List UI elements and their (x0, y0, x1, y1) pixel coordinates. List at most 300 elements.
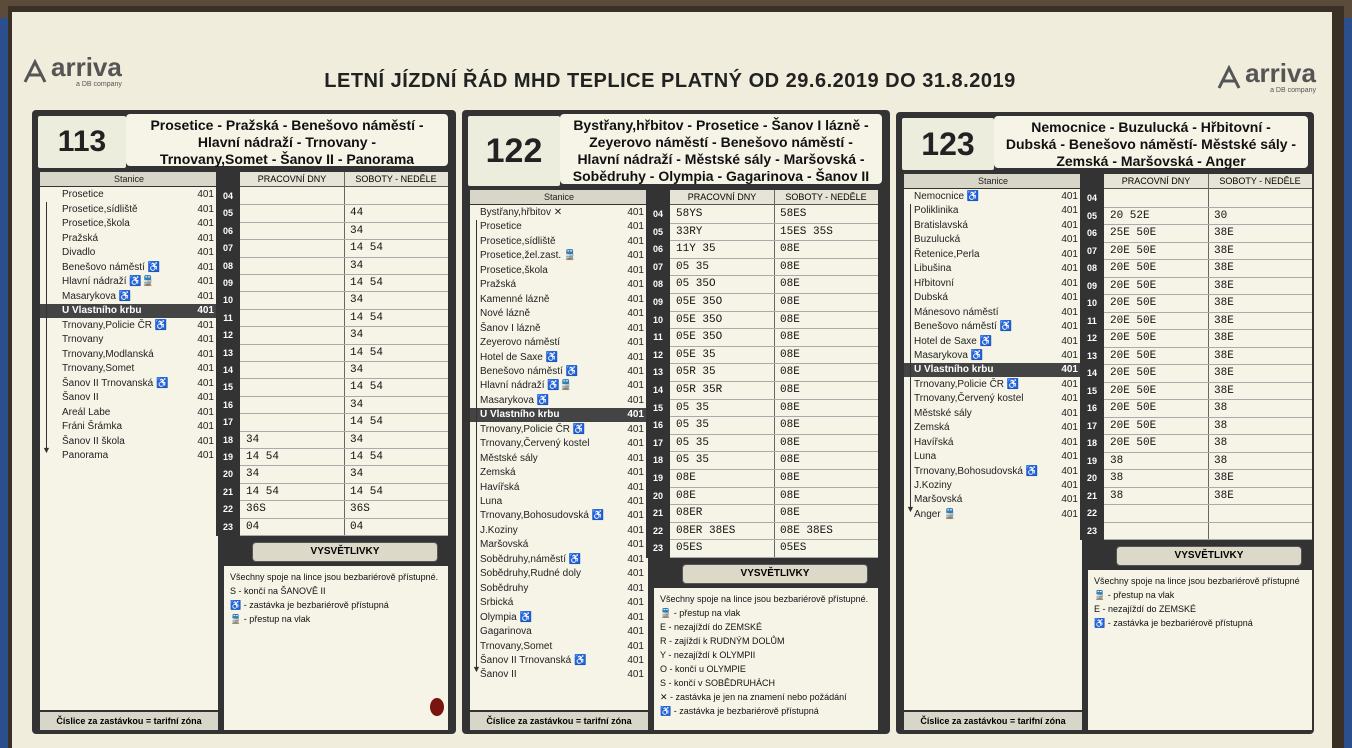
workday-cell: 20E 50E (1104, 313, 1208, 331)
workday-cell: 25E 50E (1104, 225, 1208, 243)
route-name-line: Trnovany,Somet - Šanov II - Panorama (159, 151, 415, 167)
weekend-cell: 38 (1208, 418, 1312, 436)
workday-cell: 05R 35 (670, 364, 774, 382)
arriva-logo-right (1216, 58, 1316, 94)
station-row (904, 291, 1082, 305)
station-name: Srbická (480, 597, 514, 609)
hour-label: 19 (222, 452, 233, 462)
hour-label: 21 (222, 486, 233, 497)
station-row (40, 420, 218, 434)
station-name: U Vlastního krbu (62, 305, 142, 316)
weekend-cell: 08E (774, 259, 878, 277)
station-zone: 401 (1061, 263, 1078, 275)
legend-item: R - zajíždí k RUDNÝM DOLŮM (660, 636, 785, 646)
workday-cell (240, 327, 344, 344)
route-name-line: Zemská - Maršovská - Anger (1056, 153, 1246, 169)
station-zone: 401 (1061, 378, 1078, 390)
hour-label: 17 (652, 437, 663, 448)
workday-cell (240, 362, 344, 379)
station-row (40, 406, 218, 420)
station-row (904, 407, 1082, 421)
legend-item: ✕ - zastávka je jen na znamení nebo požádání (660, 692, 847, 702)
weekend-cell: 08E (774, 417, 878, 435)
stations-list (470, 190, 648, 710)
workday-cell: 20E 50E (1104, 365, 1208, 383)
hour-label: 22 (652, 525, 663, 536)
legend-title: VYSVĚTLIVKY (682, 564, 868, 584)
weekend-cell: 08E (774, 452, 878, 470)
workday-cell: 05 35 (670, 417, 774, 435)
station-row (40, 377, 218, 391)
station-row (40, 275, 218, 289)
station-name: Šanov II Trnovanská ♿ (62, 377, 169, 389)
station-row (470, 611, 648, 625)
station-zone: 401 (627, 409, 644, 421)
page-title: LETNÍ JÍZDNÍ ŘÁD MHD TEPLICE PLATNÝ OD 29.6.2019 DO 31.8.2019 (324, 70, 1016, 92)
station-name: Anger 🚆 (914, 508, 956, 520)
hour-label: 15 (1086, 385, 1097, 396)
legend-item: Všechny spoje na lince jsou bezbariérově přístupné. (660, 594, 869, 604)
hour-label: 14 (222, 365, 233, 375)
station-row (904, 306, 1082, 320)
hour-label: 13 (1086, 350, 1097, 361)
station-row (40, 217, 218, 231)
direction-arrow-icon: ▼ (42, 445, 51, 455)
hour-label: 06 (652, 244, 663, 255)
legend-box (654, 588, 878, 730)
workday-cell: 14 54 (240, 484, 344, 501)
station-zone: 401 (1061, 335, 1078, 347)
weekend-cell: 08E (774, 435, 878, 453)
weekend-header: SOBOTY - NEDĚLE (774, 190, 878, 205)
hour-label: 07 (1086, 245, 1097, 256)
workday-cell: 20E 50E (1104, 295, 1208, 313)
station-row (40, 333, 218, 347)
station-zone: 401 (197, 203, 214, 215)
station-name: Šanov II Trnovanská ♿ (480, 654, 587, 666)
hour-label: 18 (1086, 438, 1097, 448)
station-row (40, 290, 218, 304)
station-name: Nové lázně (480, 308, 531, 320)
weekend-cell: 08E (774, 329, 878, 347)
station-row (470, 293, 648, 307)
route-panel-122 (462, 110, 890, 734)
legend-item: 🚆 - přestup na vlak (230, 614, 311, 624)
hour-label: 16 (652, 420, 663, 431)
station-name: Pražská (480, 279, 517, 291)
station-name: Masarykova ♿ (62, 290, 132, 302)
weekend-cell: 58ES (774, 206, 878, 224)
route-name (560, 114, 882, 184)
station-name: J.Koziny (480, 524, 518, 536)
weekend-cell: 38E (1208, 470, 1312, 488)
station-zone: 401 (197, 450, 214, 461)
workday-cell (240, 188, 344, 205)
hour-label: 12 (1086, 333, 1097, 343)
hour-label: 11 (653, 332, 663, 343)
station-zone: 401 (1061, 191, 1078, 202)
weekend-cell: 38 (1208, 453, 1312, 471)
station-zone: 401 (1061, 277, 1078, 289)
station-row (470, 394, 648, 408)
station-row (470, 206, 648, 220)
hour-label: 08 (1086, 263, 1097, 273)
workday-cell: 20E 50E (1104, 400, 1208, 418)
workday-cell (240, 258, 344, 275)
logo-sub: a DB company (76, 80, 122, 88)
hour-label: 05 (1086, 210, 1097, 221)
weekend-cell: 34 (344, 327, 448, 344)
workday-cell (240, 275, 344, 292)
hour-label: 13 (652, 367, 663, 378)
direction-arrow-icon: ▼ (472, 664, 481, 675)
hour-label: 04 (1086, 193, 1097, 203)
station-row (40, 188, 218, 202)
workday-cell: 34 (240, 432, 344, 449)
hour-label: 20 (652, 490, 663, 501)
weekend-cell: 14 54 (344, 345, 448, 362)
station-row (470, 553, 648, 567)
station-name: Šanov I lázně (480, 322, 541, 334)
workday-cell: 08ER (670, 505, 774, 523)
station-name: Bystřany,hřbitov ✕ (480, 207, 563, 218)
station-row (470, 596, 648, 610)
station-name: Benešovo náměstí ♿ (914, 321, 1013, 333)
logo-text: arriva (1245, 58, 1316, 88)
workday-cell: 05 35 (670, 400, 774, 418)
legend-item: 🚆 - přestup na vlak (660, 608, 741, 618)
workday-cell: 14 54 (240, 449, 344, 466)
station-zone: 401 (1061, 234, 1078, 246)
legend-item: E - nezajíždí do ZEMSKÉ (660, 622, 763, 632)
hour-label: 23 (222, 521, 233, 532)
station-zone: 401 (627, 365, 644, 377)
station-zone: 401 (1061, 393, 1078, 405)
station-zone: 401 (627, 452, 644, 464)
hour-label: 16 (222, 399, 233, 410)
workday-cell: 20E 50E (1104, 260, 1208, 278)
station-name: Divadlo (62, 247, 96, 258)
route-name-line: Dubská - Benešovo náměstí- Městské sály - (1005, 136, 1297, 152)
route-name-line: Hlavní nádraží - Trnovany - (197, 134, 377, 150)
hour-label: 07 (652, 261, 663, 272)
station-zone: 401 (197, 406, 214, 418)
hour-label: 07 (222, 243, 233, 254)
hour-label: 20 (222, 469, 233, 480)
legend-item: 🚆 - přestup na vlak (1094, 590, 1175, 600)
arriva-logo-left (22, 52, 122, 88)
workday-cell: 05R 35R (670, 382, 774, 400)
hour-label: 18 (222, 434, 233, 445)
weekend-cell: 38E (1208, 488, 1312, 506)
station-row (470, 365, 648, 379)
weekend-cell: 05ES (774, 540, 878, 558)
station-row (904, 392, 1082, 406)
workday-header: PRACOVNÍ DNY (1104, 174, 1208, 189)
station-name: Trnovany,Bohosudovská ♿ (914, 465, 1039, 477)
station-row (40, 246, 218, 260)
station-row (470, 264, 648, 278)
station-zone: 401 (197, 319, 214, 331)
station-name: U Vlastního krbu (914, 364, 994, 376)
station-name: Trnovany,Bohosudovská ♿ (480, 510, 605, 522)
station-row (470, 235, 648, 249)
weekend-cell: 14 54 (344, 449, 448, 466)
arriva-mark-icon (1216, 65, 1242, 91)
station-name: Šanov II (62, 392, 99, 403)
station-zone: 401 (627, 654, 644, 666)
workday-cell: 20E 50E (1104, 278, 1208, 296)
weekend-cell: 08E (774, 488, 878, 506)
weekend-cell: 14 54 (344, 240, 448, 257)
weekend-cell: 08E (774, 470, 878, 488)
station-zone: 401 (197, 421, 214, 432)
station-row (470, 466, 648, 480)
station-row (904, 320, 1082, 334)
workday-header: PRACOVNÍ DNY (670, 190, 774, 205)
zone-footnote: Číslice za zastávkou = tarifní zóna (470, 712, 648, 730)
station-row (470, 668, 648, 682)
hour-label: 13 (222, 347, 233, 358)
stations-list (904, 174, 1082, 710)
station-zone: 401 (627, 221, 644, 233)
hour-label: 11 (1087, 315, 1097, 326)
station-row (40, 203, 218, 217)
station-row (904, 233, 1082, 247)
station-row (904, 262, 1082, 276)
station-zone: 401 (627, 308, 644, 320)
stain-mark (430, 698, 444, 716)
station-zone: 401 (197, 218, 214, 229)
departures-grid (670, 190, 878, 558)
weekend-cell: 34 (344, 466, 448, 483)
station-name: Maršovská (914, 494, 963, 506)
weekend-cell: 38 (1208, 400, 1312, 418)
workday-cell (240, 379, 344, 396)
station-zone: 401 (627, 322, 644, 334)
station-row (40, 435, 218, 449)
station-name: Bratislavská (914, 219, 968, 231)
station-row (904, 436, 1082, 450)
station-name: U Vlastního krbu (480, 409, 560, 421)
zone-footnote: Číslice za zastávkou = tarifní zóna (40, 712, 218, 730)
station-row (904, 277, 1082, 291)
workday-cell (240, 397, 344, 414)
station-zone: 401 (627, 597, 644, 609)
station-zone: 401 (627, 279, 644, 291)
weekend-cell: 08E (774, 294, 878, 312)
station-row (904, 421, 1082, 435)
station-zone: 401 (197, 377, 214, 389)
station-zone: 401 (1061, 422, 1078, 434)
workday-cell: 08E (670, 488, 774, 506)
station-zone: 401 (627, 264, 644, 276)
weekend-cell: 38E (1208, 278, 1312, 296)
weekend-cell: 30 (1208, 208, 1312, 226)
weekend-cell (1208, 505, 1312, 523)
weekend-cell: 34 (344, 223, 448, 240)
legend-title: VYSVĚTLIVKY (252, 542, 438, 562)
weekend-cell: 08E (774, 312, 878, 330)
station-zone: 401 (627, 481, 644, 493)
station-name: Sobědruhy,Rudné doly (480, 568, 581, 580)
hour-label: 19 (1086, 455, 1097, 466)
station-zone: 401 (627, 293, 644, 305)
weekend-cell (344, 188, 448, 205)
workday-cell (240, 414, 344, 431)
station-zone: 401 (1061, 508, 1078, 520)
station-name: Areál Labe (62, 406, 111, 418)
station-row (40, 232, 218, 246)
route-panel-123 (896, 112, 1314, 734)
hour-label: 06 (1086, 228, 1097, 238)
station-zone: 401 (627, 611, 644, 623)
station-row (470, 336, 648, 350)
station-row (470, 307, 648, 321)
logo-sub: a DB company (1270, 86, 1316, 94)
legend-item: ♿ - zastávka je bezbariérově přístupná (1094, 618, 1253, 628)
route-number: 113 (36, 114, 128, 170)
workday-cell (240, 205, 344, 222)
route-number: 123 (900, 116, 996, 172)
workday-cell: 05E 35O (670, 329, 774, 347)
station-row (40, 391, 218, 405)
workday-cell: 38 (1104, 470, 1208, 488)
station-zone: 401 (627, 351, 644, 363)
station-row (904, 190, 1082, 204)
route-name-line: Prosetice - Pražská - Benešovo náměstí - (150, 117, 424, 133)
station-name: Prosetice,sídliště (62, 203, 138, 215)
station-name: Hotel de Saxe ♿ (914, 335, 993, 347)
station-zone: 401 (1061, 292, 1078, 304)
station-name: Havířská (914, 436, 954, 448)
station-row (470, 625, 648, 639)
workday-cell: 05E 35O (670, 312, 774, 330)
station-zone: 401 (1061, 480, 1078, 491)
station-name: Hlavní nádraží ♿🚆 (480, 380, 573, 392)
weekend-cell: 08E (774, 347, 878, 365)
workday-cell (240, 292, 344, 309)
departures-grid (240, 172, 448, 536)
station-zone: 401 (627, 235, 644, 247)
hour-label: 23 (652, 543, 663, 554)
station-row (904, 204, 1082, 218)
hour-label: 18 (652, 455, 663, 466)
legend-box (1088, 570, 1312, 730)
station-row (904, 219, 1082, 233)
station-row (470, 509, 648, 523)
station-row (470, 278, 648, 292)
station-name: Kamenné lázně (480, 293, 550, 305)
station-zone: 401 (1061, 451, 1078, 463)
station-zone: 401 (1061, 219, 1078, 231)
workday-cell (240, 223, 344, 240)
hour-label: 09 (222, 278, 233, 288)
weekend-cell: 08E 38ES (774, 523, 878, 541)
station-name: Trnovany,Policie ČR ♿ (62, 319, 168, 331)
station-row (470, 640, 648, 654)
weekend-cell: 38E (1208, 330, 1312, 348)
hour-label: 08 (222, 260, 233, 271)
station-name: Pražská (62, 232, 99, 244)
station-row (904, 349, 1082, 363)
station-name: Luna (914, 451, 937, 463)
weekend-cell: 38E (1208, 243, 1312, 261)
station-zone: 401 (627, 394, 644, 406)
route-number: 122 (466, 114, 562, 188)
workday-cell: 20E 50E (1104, 330, 1208, 348)
weekend-cell: 44 (344, 205, 448, 222)
station-zone: 401 (627, 553, 644, 565)
station-name: Benešovo náměstí ♿ (62, 261, 161, 273)
weekend-cell: 34 (344, 362, 448, 379)
station-row (40, 348, 218, 362)
station-name: Panorama (62, 450, 109, 461)
station-row (904, 248, 1082, 262)
legend-title: VYSVĚTLIVKY (1116, 546, 1302, 566)
station-row (470, 582, 648, 596)
workday-header: PRACOVNÍ DNY (240, 172, 344, 187)
station-name: Zemská (914, 422, 950, 434)
station-name: Dubská (914, 292, 948, 304)
station-name: Prosetice,sídliště (480, 235, 556, 247)
hour-label: 17 (1086, 420, 1097, 431)
weekend-cell: 38E (1208, 348, 1312, 366)
station-name: Řetenice,Perla (914, 248, 980, 260)
station-zone: 401 (197, 348, 214, 360)
station-name: Trnovany,Červený kostel (914, 393, 1024, 405)
workday-cell (1104, 505, 1208, 523)
station-zone: 401 (627, 438, 644, 450)
station-row (470, 495, 648, 509)
legend-item: Všechny spoje na lince jsou bezbariérově přístupné. (230, 572, 439, 582)
hour-label: 21 (1086, 490, 1097, 501)
hour-label: 15 (652, 402, 663, 413)
weekend-cell: 08E (774, 364, 878, 382)
hour-label: 12 (222, 330, 233, 341)
station-row (470, 322, 648, 336)
station-name: Trnovany (62, 334, 104, 345)
station-zone: 401 (1061, 321, 1078, 333)
station-name: Prosetice,škola (62, 218, 130, 229)
direction-arrow-icon: ▼ (906, 503, 915, 514)
station-name: Trnovany,Somet (480, 640, 553, 652)
stations-header: Stanice (904, 174, 1082, 189)
station-row (470, 437, 648, 451)
station-name: Prosetice (480, 221, 522, 233)
workday-cell: 04 (240, 519, 344, 536)
weekend-cell: 14 54 (344, 414, 448, 431)
station-name: Fráni Šrámka (62, 421, 123, 432)
station-zone: 401 (197, 334, 214, 345)
hour-label: 06 (222, 225, 233, 236)
station-name: Sobědruhy,náměstí ♿ (480, 553, 582, 565)
hour-label: 15 (222, 382, 233, 393)
workday-cell: 05E 35O (670, 294, 774, 312)
station-name: Masarykova ♿ (914, 349, 984, 361)
station-row (470, 423, 648, 437)
workday-cell: 34 (240, 466, 344, 483)
weekend-cell: 34 (344, 258, 448, 275)
weekend-header: SOBOTY - NEDĚLE (1208, 174, 1312, 189)
workday-cell (240, 240, 344, 257)
direction-arrow-line (910, 204, 911, 508)
station-row (470, 538, 648, 552)
workday-cell: 11Y 35 (670, 241, 774, 259)
weekend-cell: 14 54 (344, 310, 448, 327)
hour-label: 14 (1086, 368, 1097, 378)
station-row (904, 450, 1082, 464)
